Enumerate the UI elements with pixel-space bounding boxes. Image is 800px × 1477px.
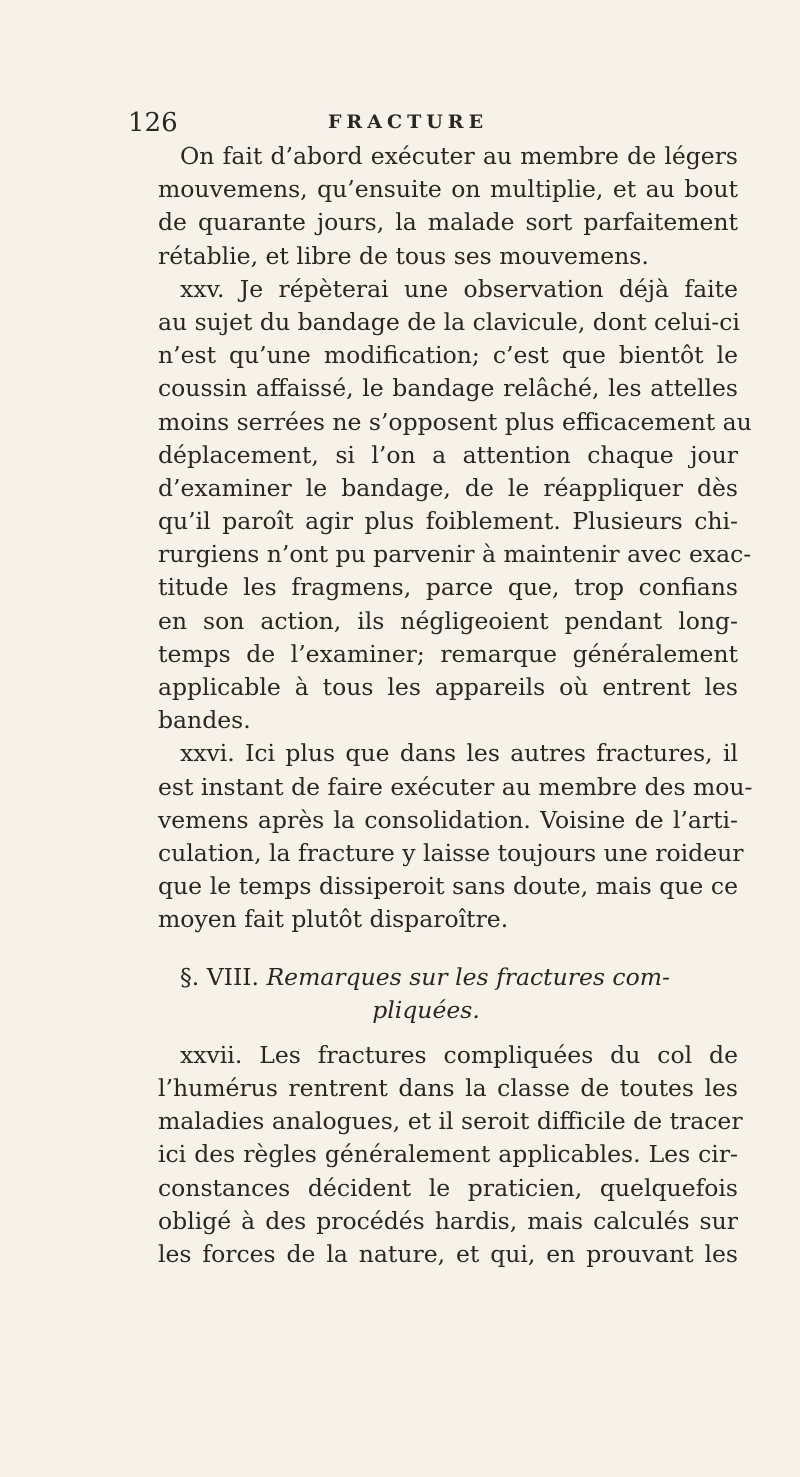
text-line: titude les fragmens, parce que, trop confians: [158, 573, 738, 602]
text-line: xxv. Je répèterai une observation déjà faite: [180, 274, 738, 303]
section-title-part-1: Remarques sur les fractures com-: [266, 962, 670, 991]
section-gap-top: [158, 937, 738, 961]
text-line: applicable à tous les appareils où entrent les: [158, 673, 738, 701]
page-number: 126: [128, 108, 178, 138]
text-line: temps de l’examiner; remarque généralement: [158, 639, 738, 668]
text-line: que le temps dissiperoit sans doute, mais que ce: [158, 872, 738, 901]
body-text: [158, 140, 753, 1271]
text-line: coussin affaissé, le bandage relâché, les attelles: [158, 374, 738, 403]
text-line: les forces de la nature, et qui, en prouvant les: [158, 1240, 738, 1268]
text-line: vemens après la consolidation. Voisine de l’arti-: [158, 805, 738, 834]
running-head: FRACTURE: [327, 111, 489, 133]
section-heading-line-1: [158, 961, 738, 994]
paragraphs-block-2: [158, 1039, 743, 1271]
text-line: obligé à des procédés hardis, mais calculés sur: [158, 1206, 738, 1235]
text-line: rétablie, et libre de tous ses mouvemens.: [158, 241, 649, 270]
text-line: au sujet du bandage de la clavicule, dont celui-ci: [158, 307, 740, 336]
page-header: [128, 108, 688, 138]
paragraphs-block-1: [158, 140, 753, 937]
text-line: mouvemens, qu’ensuite on multiplie, et au bout: [158, 175, 738, 204]
text-line: en son action, ils négligeoient pendant long-: [158, 606, 738, 635]
text-line: On fait d’abord exécuter au membre de légers: [180, 142, 738, 170]
text-line: déplacement, si l’on a attention chaque jour: [158, 440, 738, 469]
text-line: ici des règles généralement applicables. Les cir-: [158, 1140, 738, 1169]
text-line: bandes.: [158, 706, 251, 735]
text-line: l’humérus rentrent dans la classe de toutes les: [158, 1074, 738, 1103]
text-line: rurgiens n’ont pu parvenir à maintenir avec exac-: [158, 540, 752, 569]
section-number: §. VIII.: [180, 962, 259, 991]
text-line: est instant de faire exécuter au membre des mou-: [158, 772, 753, 801]
text-line: n’est qu’une modification; c’est que bientôt le: [158, 341, 738, 370]
text-line: constances décident le praticien, quelquefois: [158, 1173, 738, 1202]
text-line: xxvii. Les fractures compliquées du col de: [180, 1040, 738, 1069]
text-line: xxvi. Ici plus que dans les autres fractures, il: [180, 739, 738, 768]
text-line: qu’il paroît agir plus foiblement. Plusieurs chi-: [158, 507, 738, 536]
text-line: moins serrées ne s’opposent plus efficacement au: [158, 407, 752, 436]
text-line: moyen fait plutôt disparoître.: [158, 905, 509, 934]
section-gap-bottom: [158, 1027, 738, 1039]
text-line: maladies analogues, et il seroit difficile de tracer: [158, 1107, 743, 1136]
section-title-part-2: pliquées.: [372, 995, 480, 1024]
text-line: culation, la fracture y laisse toujours une roideur: [158, 838, 744, 867]
text-line: de quarante jours, la malade sort parfaitement: [158, 208, 738, 237]
section-heading-line-2: [158, 994, 738, 1027]
text-line: d’examiner le bandage, de le réappliquer dès: [158, 473, 738, 502]
